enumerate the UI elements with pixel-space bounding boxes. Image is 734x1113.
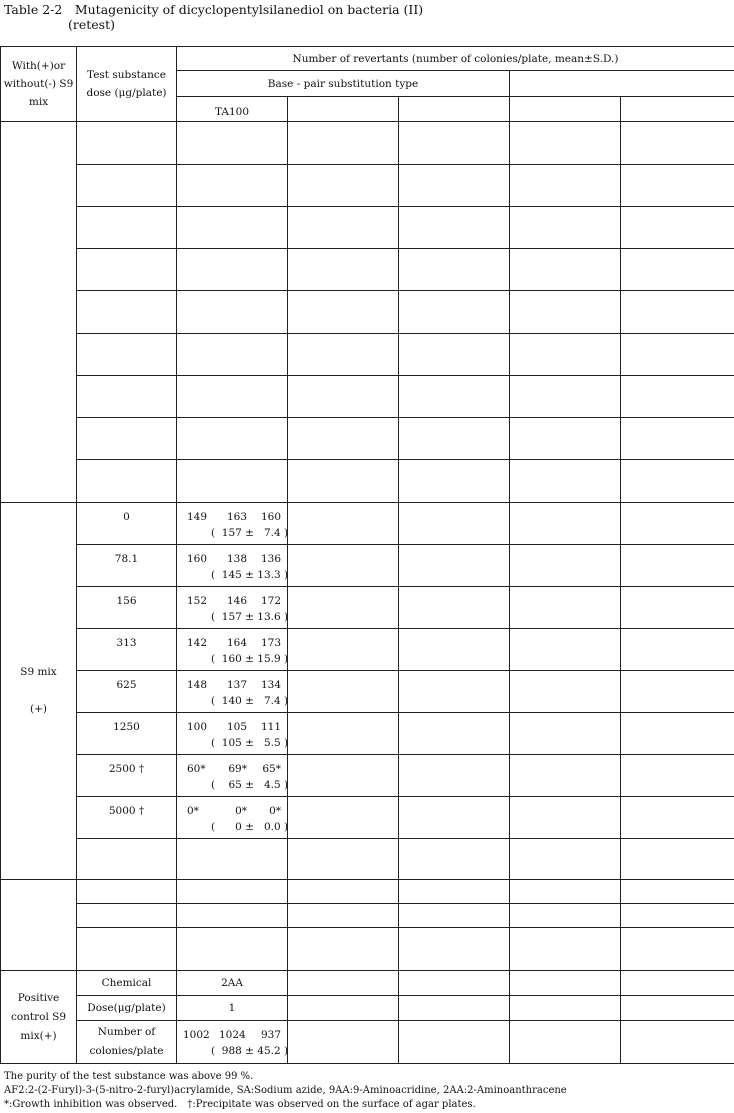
plate-value: 164: [226, 637, 247, 649]
result-cell: [177, 797, 288, 839]
mean-sd: ( 65 ± 4.5 ): [211, 779, 289, 791]
footnote-abbreviations: AF2:2-(2-Furyl)-3-(5-nitro-2-furyl)acrylamide, SA:Sodium azide, 9AA:9-Aminoacridine, 2AA:2-Aminoanthracene: [4, 1085, 567, 1096]
result-cell: [177, 755, 288, 797]
plate-value: 172: [260, 595, 281, 607]
plate-value: 138: [226, 553, 247, 565]
s9-label: S9 mix: [20, 666, 57, 678]
plate-value: 65*: [262, 763, 281, 775]
s9-minus-group: [1, 122, 77, 503]
result-cell: [177, 629, 288, 671]
mean-sd: ( 988 ± 45.2 ): [211, 1045, 289, 1057]
table-subtitle: (retest): [68, 17, 115, 32]
dose-label: Dose(μg/plate): [77, 996, 177, 1021]
footnote-symbols: *:Growth inhibition was observed. †:Precipitate was observed on the surface of agar plates.: [4, 1099, 476, 1110]
colonies-label: Number of colonies/plate: [77, 1021, 177, 1064]
plate-value: 134: [260, 679, 281, 691]
results-table: [0, 46, 734, 1064]
header-base-pair: Base - pair substitution type: [177, 71, 510, 97]
header-revertants: Number of revertants (number of colonies/plate, mean±S.D.): [177, 47, 734, 71]
dose-cell: 0: [77, 503, 177, 545]
plate-value: 69*: [228, 763, 247, 775]
plate-value: 173: [260, 637, 281, 649]
positive-result-cell: [177, 1021, 288, 1064]
header-strain-empty: [288, 97, 399, 122]
header-strain-empty: [510, 97, 621, 122]
plate-value: 136: [260, 553, 281, 565]
mean-sd: ( 157 ± 13.6 ): [211, 611, 289, 623]
dose-cell: 625: [77, 671, 177, 713]
plate-value: 152: [187, 595, 208, 607]
chemical-label: Chemical: [77, 971, 177, 996]
mean-sd: ( 0 ± 0.0 ): [211, 821, 289, 833]
dose-cell: 2500 †: [77, 755, 177, 797]
header-strain-empty: [621, 97, 734, 122]
result-cell: [177, 545, 288, 587]
plate-value: 937: [260, 1029, 281, 1041]
s9-plus-group: [1, 503, 77, 880]
plate-value: 142: [187, 637, 208, 649]
mean-sd: ( 157 ± 7.4 ): [211, 527, 289, 539]
empty-group: [1, 880, 77, 971]
mean-sd: ( 160 ± 15.9 ): [211, 653, 289, 665]
plate-value: 0*: [235, 805, 247, 817]
dose-cell: 78.1: [77, 545, 177, 587]
plate-value: 1024: [219, 1029, 246, 1041]
mean-sd: ( 145 ± 13.3 ): [211, 569, 289, 581]
chemical-value: 2AA: [177, 971, 288, 996]
result-cell: [177, 713, 288, 755]
plate-value: 60*: [187, 763, 206, 775]
plate-value: 146: [226, 595, 247, 607]
plate-value: 0*: [269, 805, 281, 817]
mean-sd: ( 140 ± 7.4 ): [211, 695, 289, 707]
dose-value: 1: [177, 996, 288, 1021]
result-cell: [177, 503, 288, 545]
plate-value: 163: [226, 511, 247, 523]
plate-value: 137: [226, 679, 247, 691]
plate-value: 1002: [183, 1029, 210, 1041]
dose-cell: 313: [77, 629, 177, 671]
plate-value: 105: [226, 721, 247, 733]
result-cell: [177, 587, 288, 629]
plate-value: 148: [187, 679, 208, 691]
plate-value: 160: [187, 553, 208, 565]
header-s9: With(+)or without(-) S9 mix: [1, 47, 77, 122]
table-title: Table 2-2 Mutagenicity of dicyclopentylsilanediol on bacteria (II): [4, 2, 424, 17]
footnotes: [4, 1070, 567, 1112]
header-frameshift-empty: [510, 71, 734, 97]
header-strain-ta100: TA100: [177, 97, 288, 122]
plate-value: 149: [187, 511, 208, 523]
plate-value: 111: [260, 721, 281, 733]
plate-value: 100: [187, 721, 208, 733]
positive-control-label: Positive control S9 mix(+): [1, 971, 77, 1064]
header-dose: Test substance dose (μg/plate): [77, 47, 177, 122]
plate-value: 0*: [187, 805, 199, 817]
dose-cell: 5000 †: [77, 797, 177, 839]
mean-sd: ( 105 ± 5.5 ): [211, 737, 289, 749]
result-cell: [177, 671, 288, 713]
table-caption: [4, 2, 423, 32]
footnote-purity: The purity of the test substance was above 99 %.: [4, 1071, 254, 1082]
dose-cell: 156: [77, 587, 177, 629]
plate-value: 160: [260, 511, 281, 523]
s9-sign: (+): [30, 703, 47, 715]
dose-cell: 1250: [77, 713, 177, 755]
header-strain-empty: [399, 97, 510, 122]
